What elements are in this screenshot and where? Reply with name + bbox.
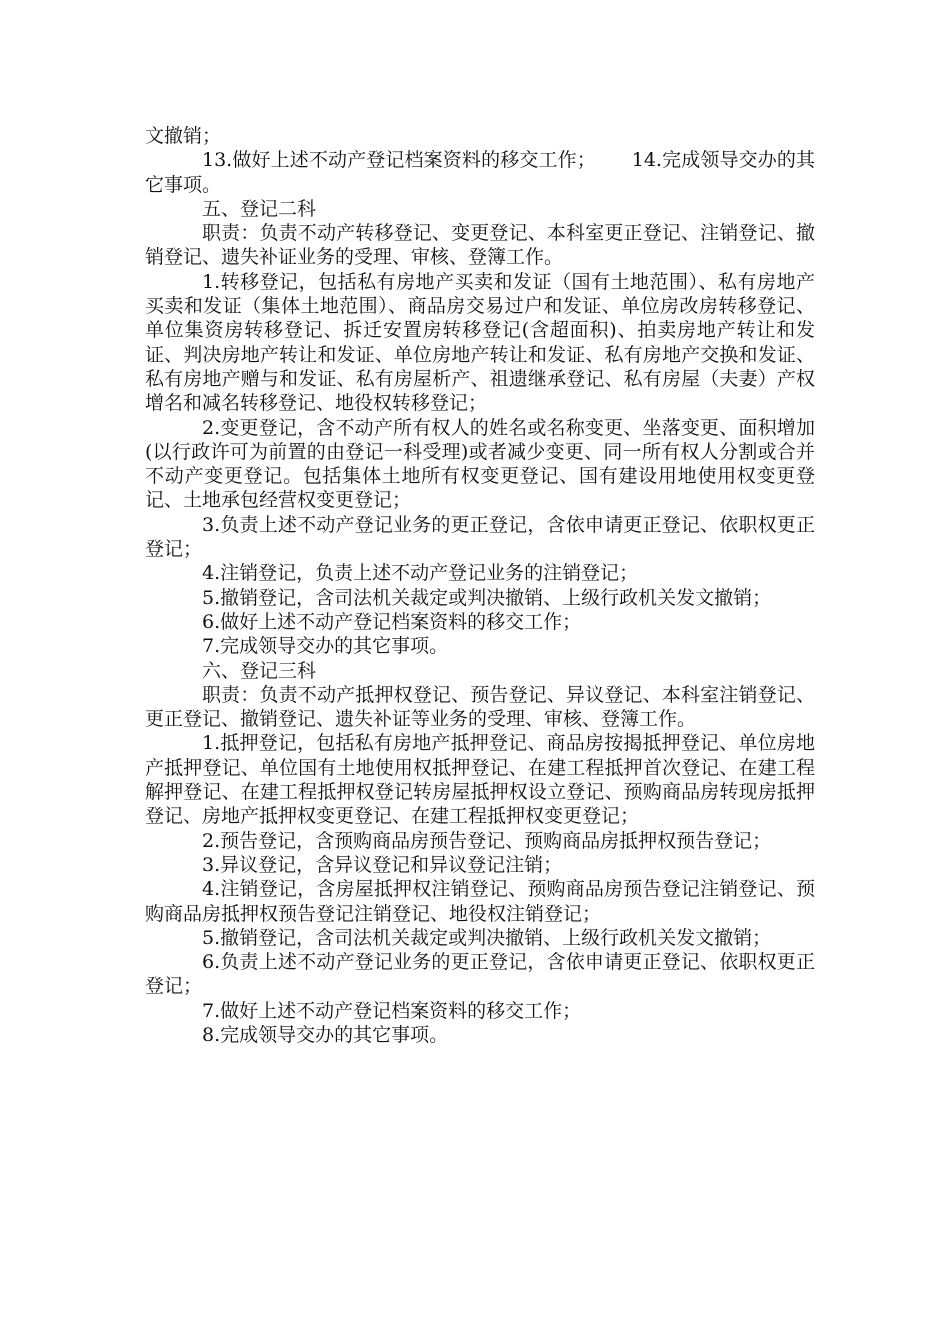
- paragraph-duties-dept-2: 职责：负责不动产转移登记、变更登记、本科室更正登记、注销登记、撤销登记、遗失补证业务的受理、审核、登簿工作。: [145, 222, 815, 269]
- paragraph-dept-3-item-8: 8.完成领导交办的其它事项。: [202, 1023, 449, 1046]
- paragraph-item-13-14: [145, 148, 815, 197]
- paragraph-dept-2-item-2: 2.变更登记，含不动产所有权人的姓名或名称变更、坐落变更、面积增加(以行政许可为前置的由登记一科受理)或者减少变更、同一所有权人分割或合并不动产变更登记。包括集体土地所有权变更登记、国有建设用地使用权变更登记、土地承包经营权变更登记；: [145, 416, 815, 512]
- paragraph-dept-2-item-3: 3.负责上述不动产登记业务的更正登记，含依申请更正登记、依职权更正登记；: [145, 513, 815, 561]
- paragraph-dept-2-item-1: 1.转移登记，包括私有房地产买卖和发证（国有土地范围）、私有房地产买卖和发证（集体土地范围）、商品房交易过户和发证、单位房改房转移登记、单位集资房转移登记、拆迁安置房转移登记(含超面积)、拍卖房地产转让和发证、判决房地产转让和发证、单位房地产转让和发证、私有房地产交换和发证、私有房地产赠与和发证、私有房屋析产、祖遗继承登记、私有房屋（夫妻）产权增名和减名转移登记、地役权转移登记；: [145, 270, 815, 415]
- paragraph-dept-3-item-7: 7.做好上述不动产登记档案资料的移交工作；: [202, 999, 582, 1022]
- paragraph-dept-2-item-7: 7.完成领导交办的其它事项。: [202, 635, 449, 658]
- document-body: [145, 124, 815, 1047]
- paragraph-dept-3-item-1: 1.抵押登记，包括私有房地产抵押登记、商品房按揭抵押登记、单位房地产抵押登记、单位国有土地使用权抵押登记、在建工程抵押首次登记、在建工程解押登记、在建工程抵押权登记转房屋抵押权设立登记、预购商品房转现房抵押登记、房地产抵押权变更登记、在建工程抵押权变更登记；: [145, 732, 815, 828]
- section-heading-registration-dept-2: 五、登记二科: [202, 197, 317, 220]
- paragraph-dept-2-item-5: 5.撤销登记，含司法机关裁定或判决撤销、上级行政机关发文撤销；: [202, 586, 772, 609]
- paragraph-continuation: 文撤销；: [145, 125, 222, 147]
- paragraph-dept-3-item-2: 2.预告登记，含预购商品房预告登记、预购商品房抵押权预告登记；: [202, 829, 772, 852]
- paragraph-duties-dept-3: 职责：负责不动产抵押权登记、预告登记、异议登记、本科室注销登记、更正登记、撤销登记、遗失补证等业务的受理、审核、登簿工作。: [145, 683, 815, 731]
- section-heading-registration-dept-3: 六、登记三科: [202, 659, 317, 682]
- item-14-text: 14.完成领导交办的其它事项。: [145, 149, 816, 196]
- item-13-text: 13.做好上述不动产登记档案资料的移交工作；: [202, 149, 596, 172]
- paragraph-dept-3-item-3: 3.异议登记，含异议登记和异议登记注销；: [202, 853, 563, 876]
- paragraph-dept-3-item-6: 6.负责上述不动产登记业务的更正登记，含依申请更正登记、依职权更正登记；: [145, 951, 815, 998]
- paragraph-dept-3-item-4: 4.注销登记，含房屋抵押权注销登记、预购商品房预告登记注销登记、预购商品房抵押权预告登记注销登记、地役权注销登记；: [145, 878, 815, 925]
- paragraph-dept-2-item-4: 4.注销登记，负责上述不动产登记业务的注销登记；: [202, 562, 639, 585]
- paragraph-dept-3-item-5: 5.撤销登记，含司法机关裁定或判决撤销、上级行政机关发文撤销；: [202, 926, 772, 949]
- paragraph-dept-2-item-6: 6.做好上述不动产登记档案资料的移交工作；: [202, 610, 582, 633]
